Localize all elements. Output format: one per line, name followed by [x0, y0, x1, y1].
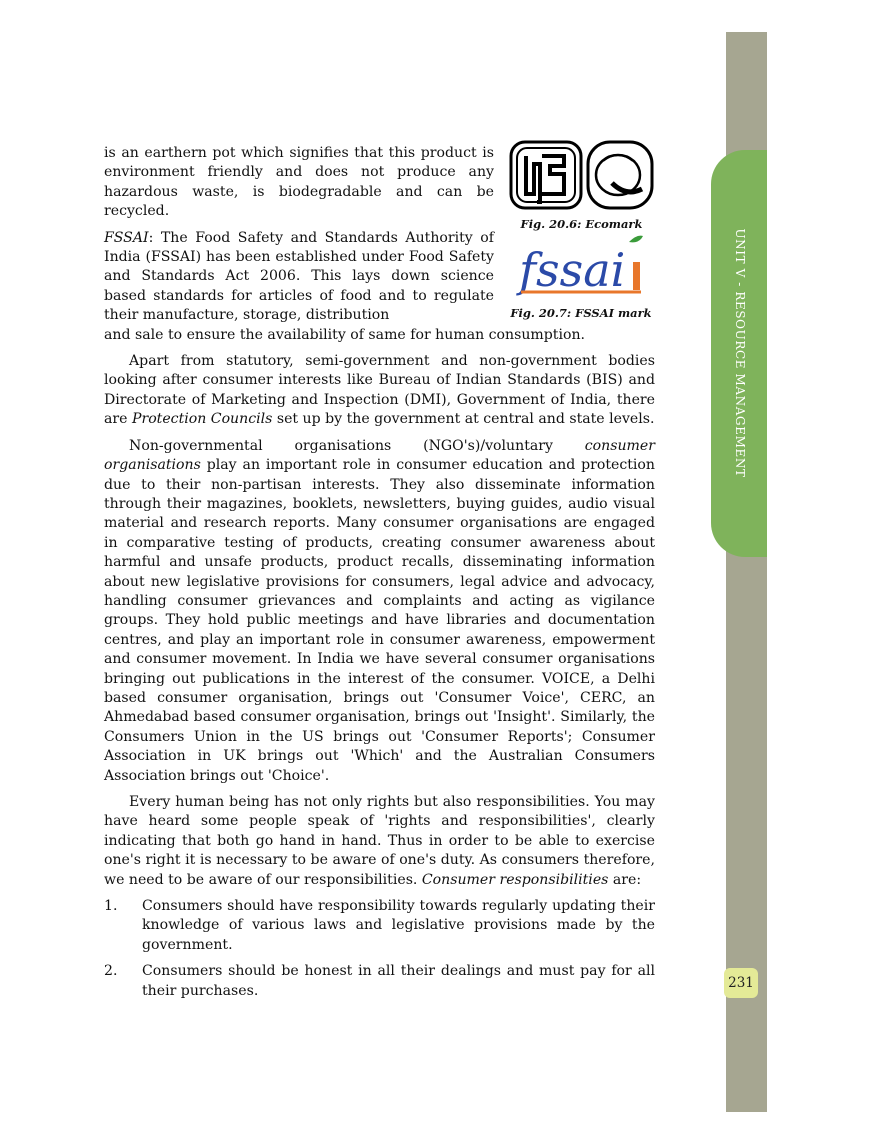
ecomark-caption: Fig. 20.6: Ecomark [520, 217, 643, 231]
page-number: 231 [724, 968, 758, 998]
consumer-responsibilities-term: Consumer responsibilities [421, 871, 609, 888]
unit-label: UNIT V - RESOURCE MANAGEMENT [733, 228, 747, 478]
list-number: 2. [104, 963, 118, 980]
protection-councils-term: Protection Councils [131, 411, 273, 428]
list-number: 1. [104, 898, 118, 915]
responsibilities-list [104, 897, 655, 1001]
list-text: Consumers should be honest in all their dealings and must pay for all their purchases. [142, 963, 655, 999]
fssai-intro [104, 229, 494, 326]
paragraph-ecomark: is an earthern pot which signifies that this product is environment friendly and does not produce any hazardous waste, is biodegradable and can be recycled. [104, 145, 494, 220]
main-content [104, 144, 655, 1008]
fssai-logo-text: fssai [519, 243, 626, 297]
paragraph-ngo [104, 437, 655, 786]
fssai-colon: : [148, 229, 154, 246]
fssai-text-cont: and sale to ensure the availability of same for human consumption. [104, 326, 586, 343]
fssai-term: FSSAI [104, 229, 149, 246]
list-item [104, 897, 655, 955]
protection-text-2: set up by the government at central and state levels. [272, 411, 655, 428]
paragraph-responsibilities [104, 793, 655, 890]
list-text: Consumers should have responsibility towards regularly updating their knowledge of various laws and legislative provisions made by the government. [142, 898, 655, 953]
fssai-text: The Food Safety and Standards Authority of India (FSSAI) has been established under Food Safety and Standards Act 2006. This lays down science based standards for articles of food and to regulate their manufacture, storage, distribution [104, 229, 494, 324]
ngo-text-1: Non-governmental organisations (NGO's)/voluntary [129, 437, 585, 454]
responsibilities-text-1: Every human being has not only rights but also responsibilities. You may have heard some people speak of 'rights and responsibilities', clearly indicating that both go hand in hand. Thus in order to be able to exercise one's right it is necessary to be aware of one's duty. As consumers therefore, we need to be aware of our responsibilities. [104, 794, 655, 888]
responsibilities-text-2: are: [608, 871, 642, 888]
consumer-organisations-term: consumer organisations [104, 437, 655, 474]
paragraph-protection-councils [104, 352, 655, 430]
paragraph-fssai [104, 229, 655, 345]
fssai-caption: Fig. 20.7: FSSAI mark [510, 306, 652, 320]
ngo-text-2: play an important role in consumer education and protection due to their non-partisan interests. They also disseminate information through their magazines, booklets, newsletters, buying guides, audio visual material and research reports. Many consumer organisations are engaged in comparative testing of products, creating consumer awareness about harmful and unsafe products, product recalls, disseminating information about new legislative provisions for consumers, legal advice and advocacy, handling consumer grievances and complaints and acting as vigilance groups. They hold public meetings and have libraries and documentation centres, and play an important role in consumer awareness, empowerment and consumer movement. In India we have several consumer organisations bringing out publications in the interest of the consumer. VOICE, a Delhi based consumer organisation, brings out 'Consumer Voice', CERC, an Ahmedabad based consumer organisation, brings out 'Insight'. Similarly, the Consumers Union in the US brings out 'Consumer Reports'; Consumer Association in UK brings out 'Which' and the Australian Consumers Association brings out 'Choice'. [104, 457, 655, 784]
protection-text-1: Apart from statutory, semi-government and non-government bodies looking after consumer interests like Bureau of Indian Standards (BIS) and Directorate of Marketing and Inspection (DMI), Government of India, there are [104, 353, 655, 428]
list-item [104, 962, 655, 1001]
